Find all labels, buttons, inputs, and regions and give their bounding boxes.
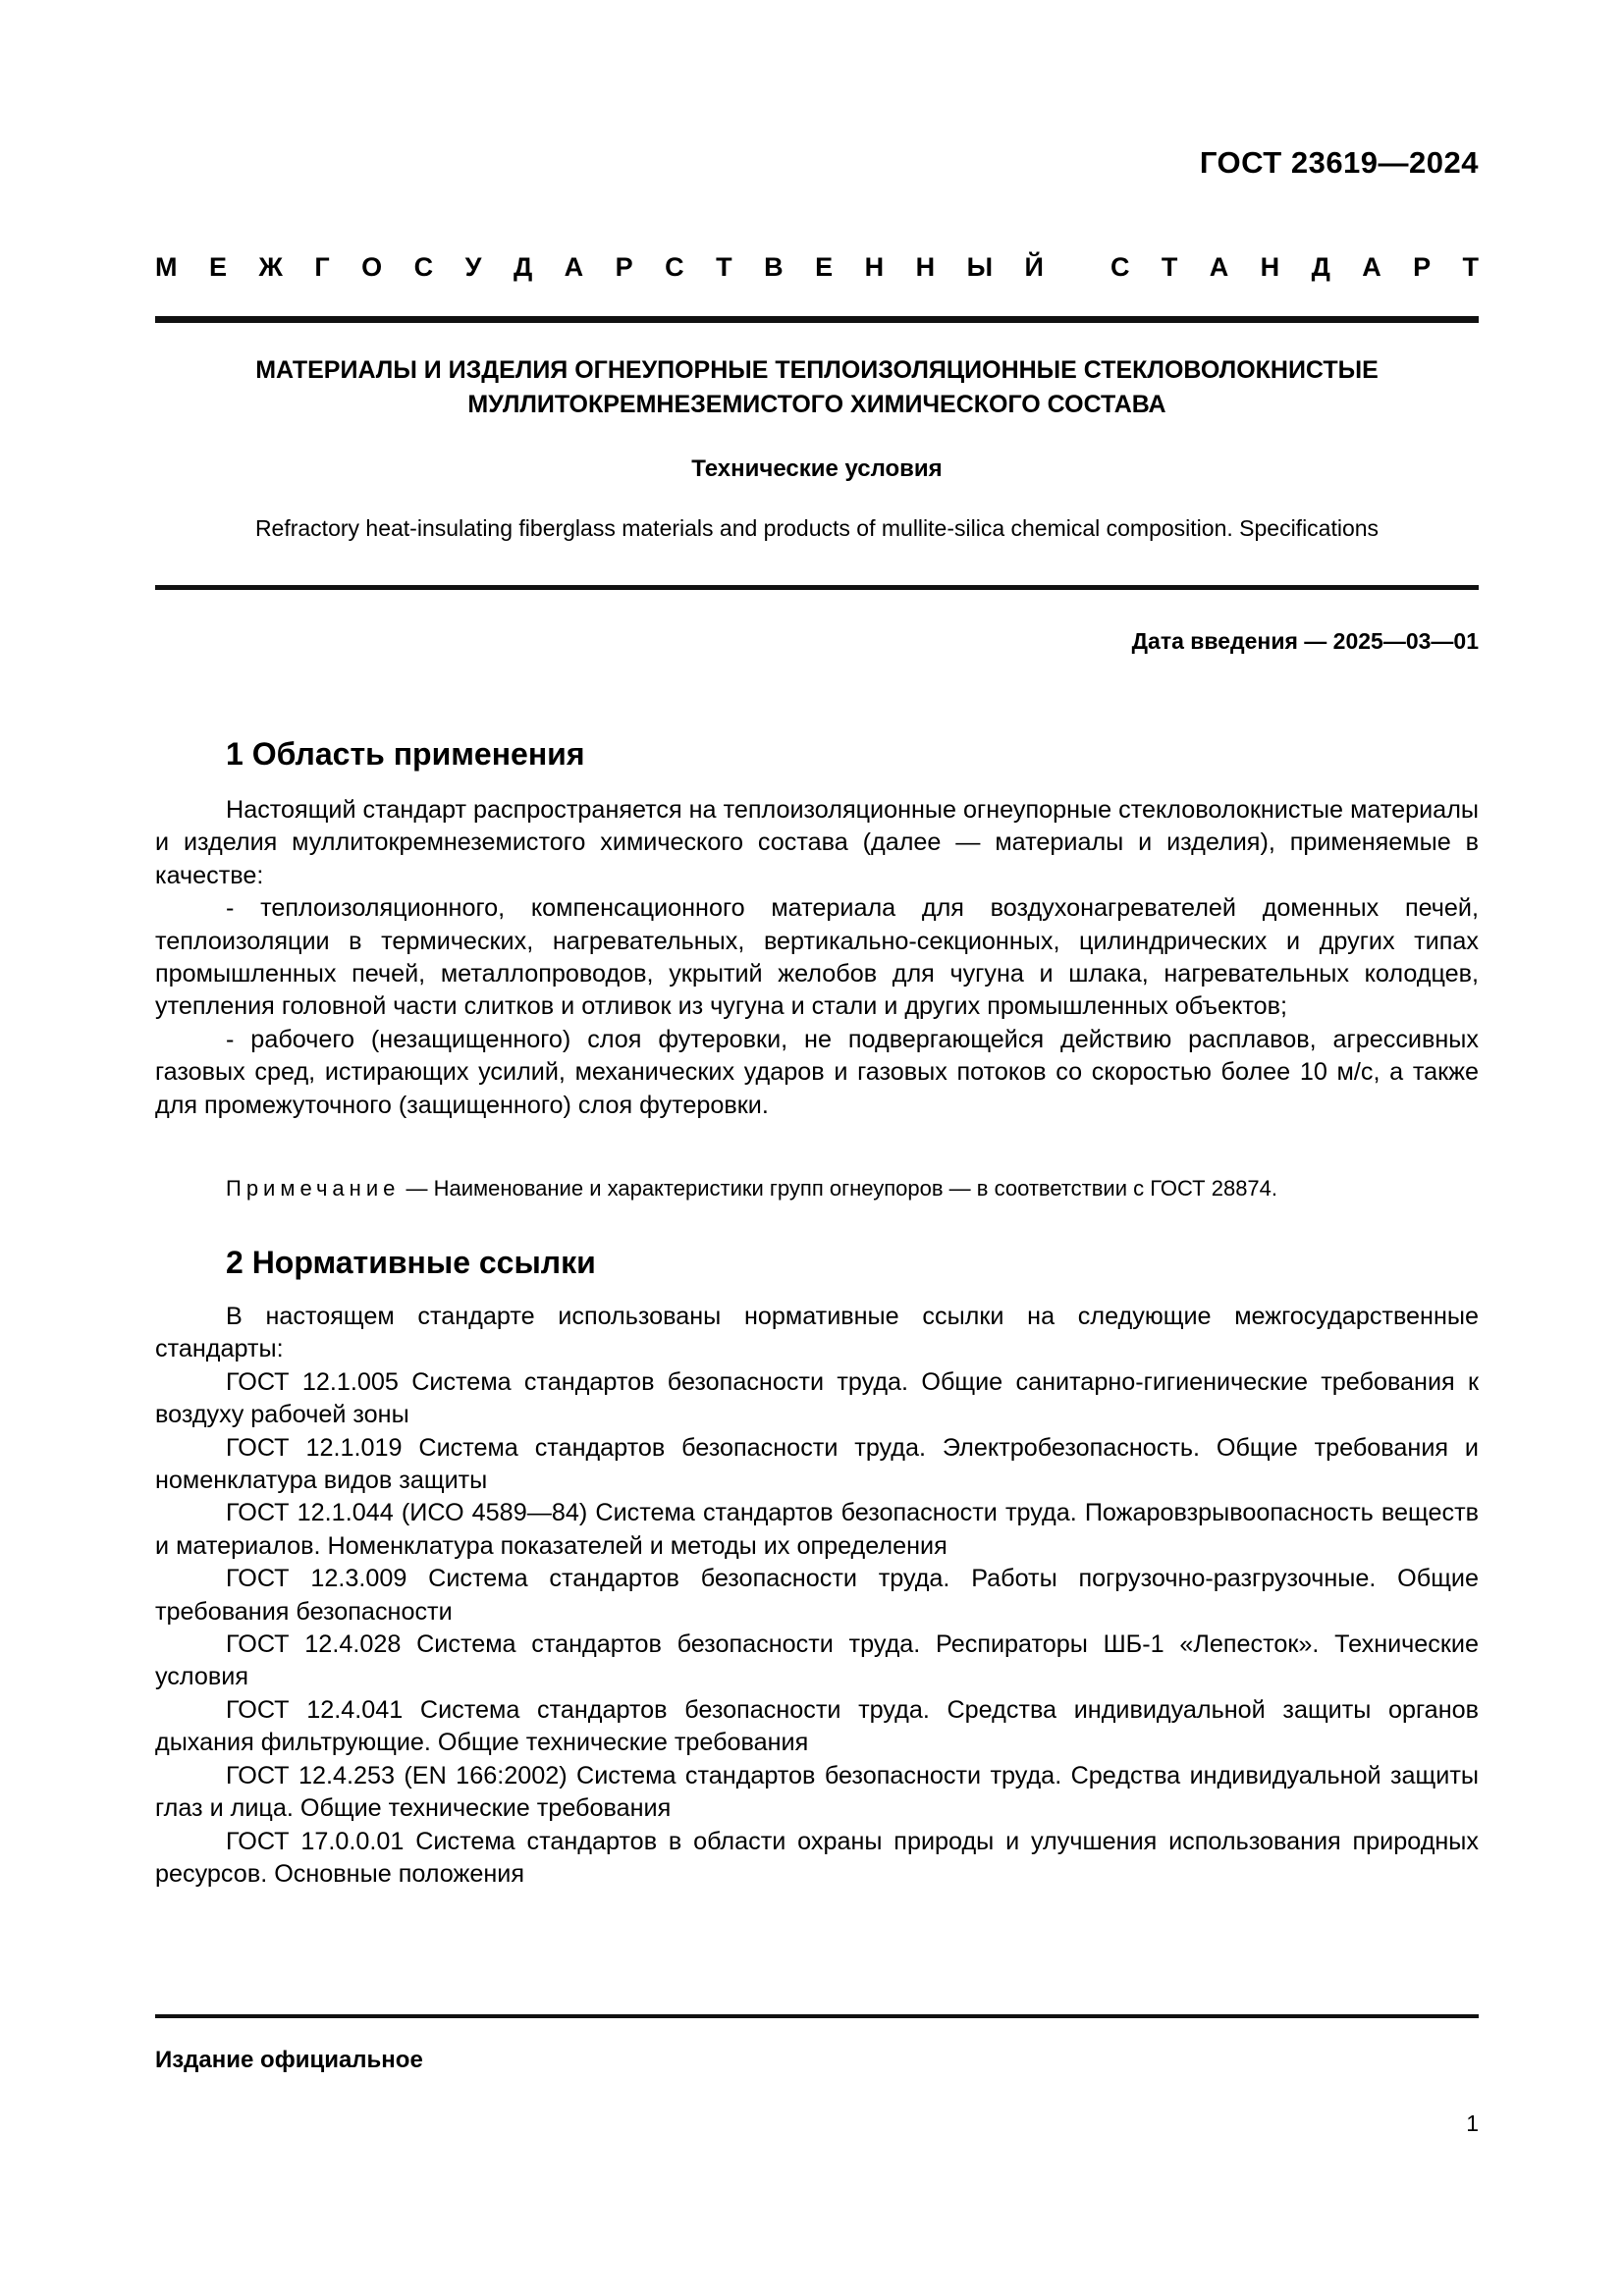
kind-letter: С [665, 252, 684, 282]
kind-letter: О [361, 252, 383, 282]
paragraph: В настоящем стандарте использованы нормативные ссылки на следующие межгосударственные стандарты: [155, 1303, 1479, 1363]
kind-letter: М [155, 252, 178, 282]
section-heading: 2 Нормативные ссылки [226, 1245, 596, 1280]
title-line: МАТЕРИАЛЫ И ИЗДЕЛИЯ ОГНЕУПОРНЫЕ ТЕПЛОИЗОЛЯЦИОННЫЕ СТЕКЛОВОЛОКНИСТЫЕ [255, 356, 1379, 384]
kind-letter: В [764, 252, 784, 282]
note [226, 1174, 1277, 1203]
introduction-date: Дата введения — 2025—03—01 [1131, 628, 1479, 654]
reference-item: ГОСТ 12.4.041 Система стандартов безопасности труда. Средства индивидуальной защиты органов дыхания фильтрующие. Общие технические требования [155, 1695, 1479, 1757]
note-label: Примечание [226, 1176, 401, 1201]
section-body [155, 794, 1479, 1122]
kind-letter: Д [513, 252, 533, 282]
footer-divider [155, 2014, 1479, 2018]
kind-letter: А [564, 252, 584, 282]
document-title [155, 353, 1479, 422]
kind-letter: Ы [966, 252, 994, 282]
reference-item: ГОСТ 12.4.028 Система стандартов безопасности труда. Респираторы ШБ-1 «Лепесток». Технические условия [155, 1630, 1479, 1691]
reference-item: ГОСТ 12.3.009 Система стандартов безопасности труда. Работы погрузочно-разгрузочные. Общие требования безопасности [155, 1565, 1479, 1626]
kind-letter: А [1362, 252, 1381, 282]
english-title: Refractory heat-insulating fiberglass materials and products of mullite-silica chemical composition. Specifications [254, 515, 1380, 541]
reference-item: ГОСТ 17.0.0.01 Система стандартов в области охраны природы и улучшения использования природных ресурсов. Основные положения [155, 1827, 1479, 1888]
section-body [155, 1301, 1479, 1891]
reference-item: ГОСТ 12.1.005 Система стандартов безопасности труда. Общие санитарно-гигиенические требования к воздуху рабочей зоны [155, 1367, 1479, 1429]
kind-letter: Ж [258, 252, 283, 282]
kind-letter: Н [864, 252, 885, 282]
title-line: МУЛЛИТОКРЕМНЕЗЕМИСТОГО ХИМИЧЕСКОГО СОСТАВА [467, 391, 1166, 418]
kind-letter: С [413, 252, 434, 282]
kind-letter: Т [716, 252, 732, 282]
kind-letter: Е [208, 252, 227, 282]
kind-letter: С [1110, 252, 1130, 282]
header-divider [155, 316, 1479, 323]
document-subtitle: Технические условия [691, 455, 943, 482]
reference-item: ГОСТ 12.1.044 (ИСО 4589—84) Система стандартов безопасности труда. Пожаровзрывоопасность веществ и материалов. Номенклатура показателей и методы их определения [155, 1499, 1479, 1560]
section-heading: 1 Область применения [226, 736, 585, 772]
gost-number: ГОСТ 23619—2024 [1199, 145, 1479, 180]
kind-letter: Г [314, 252, 330, 282]
kind-word-interstate [155, 252, 1044, 283]
kind-letter: Р [1413, 252, 1432, 282]
title-divider [155, 585, 1479, 590]
kind-letter: У [464, 252, 482, 282]
kind-letter: Н [1260, 252, 1280, 282]
note-text: — Наименование и характеристики групп огнеупоров — в соответствии с ГОСТ 28874. [400, 1176, 1278, 1201]
kind-letter: Е [815, 252, 834, 282]
paragraph: - теплоизоляционного, компенсационного материала для воздухонагревателей доменных печей, теплоизоляции в термических, нагревательных, вертикально-секционных, цилиндрических и других типах промышленных печей, металлопроводов, укрытий желобов для чугуна и шлака, нагревательных колодцев, утепления головной части слитков и отливок из чугуна и стали и других промышленных объектов; [155, 894, 1479, 1021]
reference-item: ГОСТ 12.1.019 Система стандартов безопасности труда. Электробезопасность. Общие требования и номенклатура видов защиты [155, 1433, 1479, 1495]
paragraph: - рабочего (незащищенного) слоя футеровки, не подвергающейся действию расплавов, агрессивных газовых сред, истирающих усилий, механических ударов и газовых потоков со скоростью более 10 м/с, а также для промежуточного (защищенного) слоя футеровки. [155, 1025, 1479, 1119]
official-edition-label: Издание официальное [155, 2047, 423, 2073]
kind-letter: Т [1161, 252, 1178, 282]
kind-word-standard [1110, 252, 1479, 283]
kind-letter: Й [1024, 252, 1044, 282]
paragraph: Настоящий стандарт распространяется на теплоизоляционные огнеупорные стекловолокнистые материалы и изделия муллитокремнеземистого химического состава (далее — материалы и изделия), применяемые в качестве: [155, 796, 1479, 889]
kind-letter: Р [615, 252, 633, 282]
kind-letter: Т [1462, 252, 1479, 282]
kind-letter: Д [1311, 252, 1330, 282]
page-number: 1 [1466, 2110, 1479, 2136]
reference-item: ГОСТ 12.4.253 (EN 166:2002) Система стандартов безопасности труда. Средства индивидуальной защиты глаз и лица. Общие технические требования [155, 1761, 1479, 1823]
kind-letter: А [1209, 252, 1229, 282]
kind-letter: Н [915, 252, 936, 282]
